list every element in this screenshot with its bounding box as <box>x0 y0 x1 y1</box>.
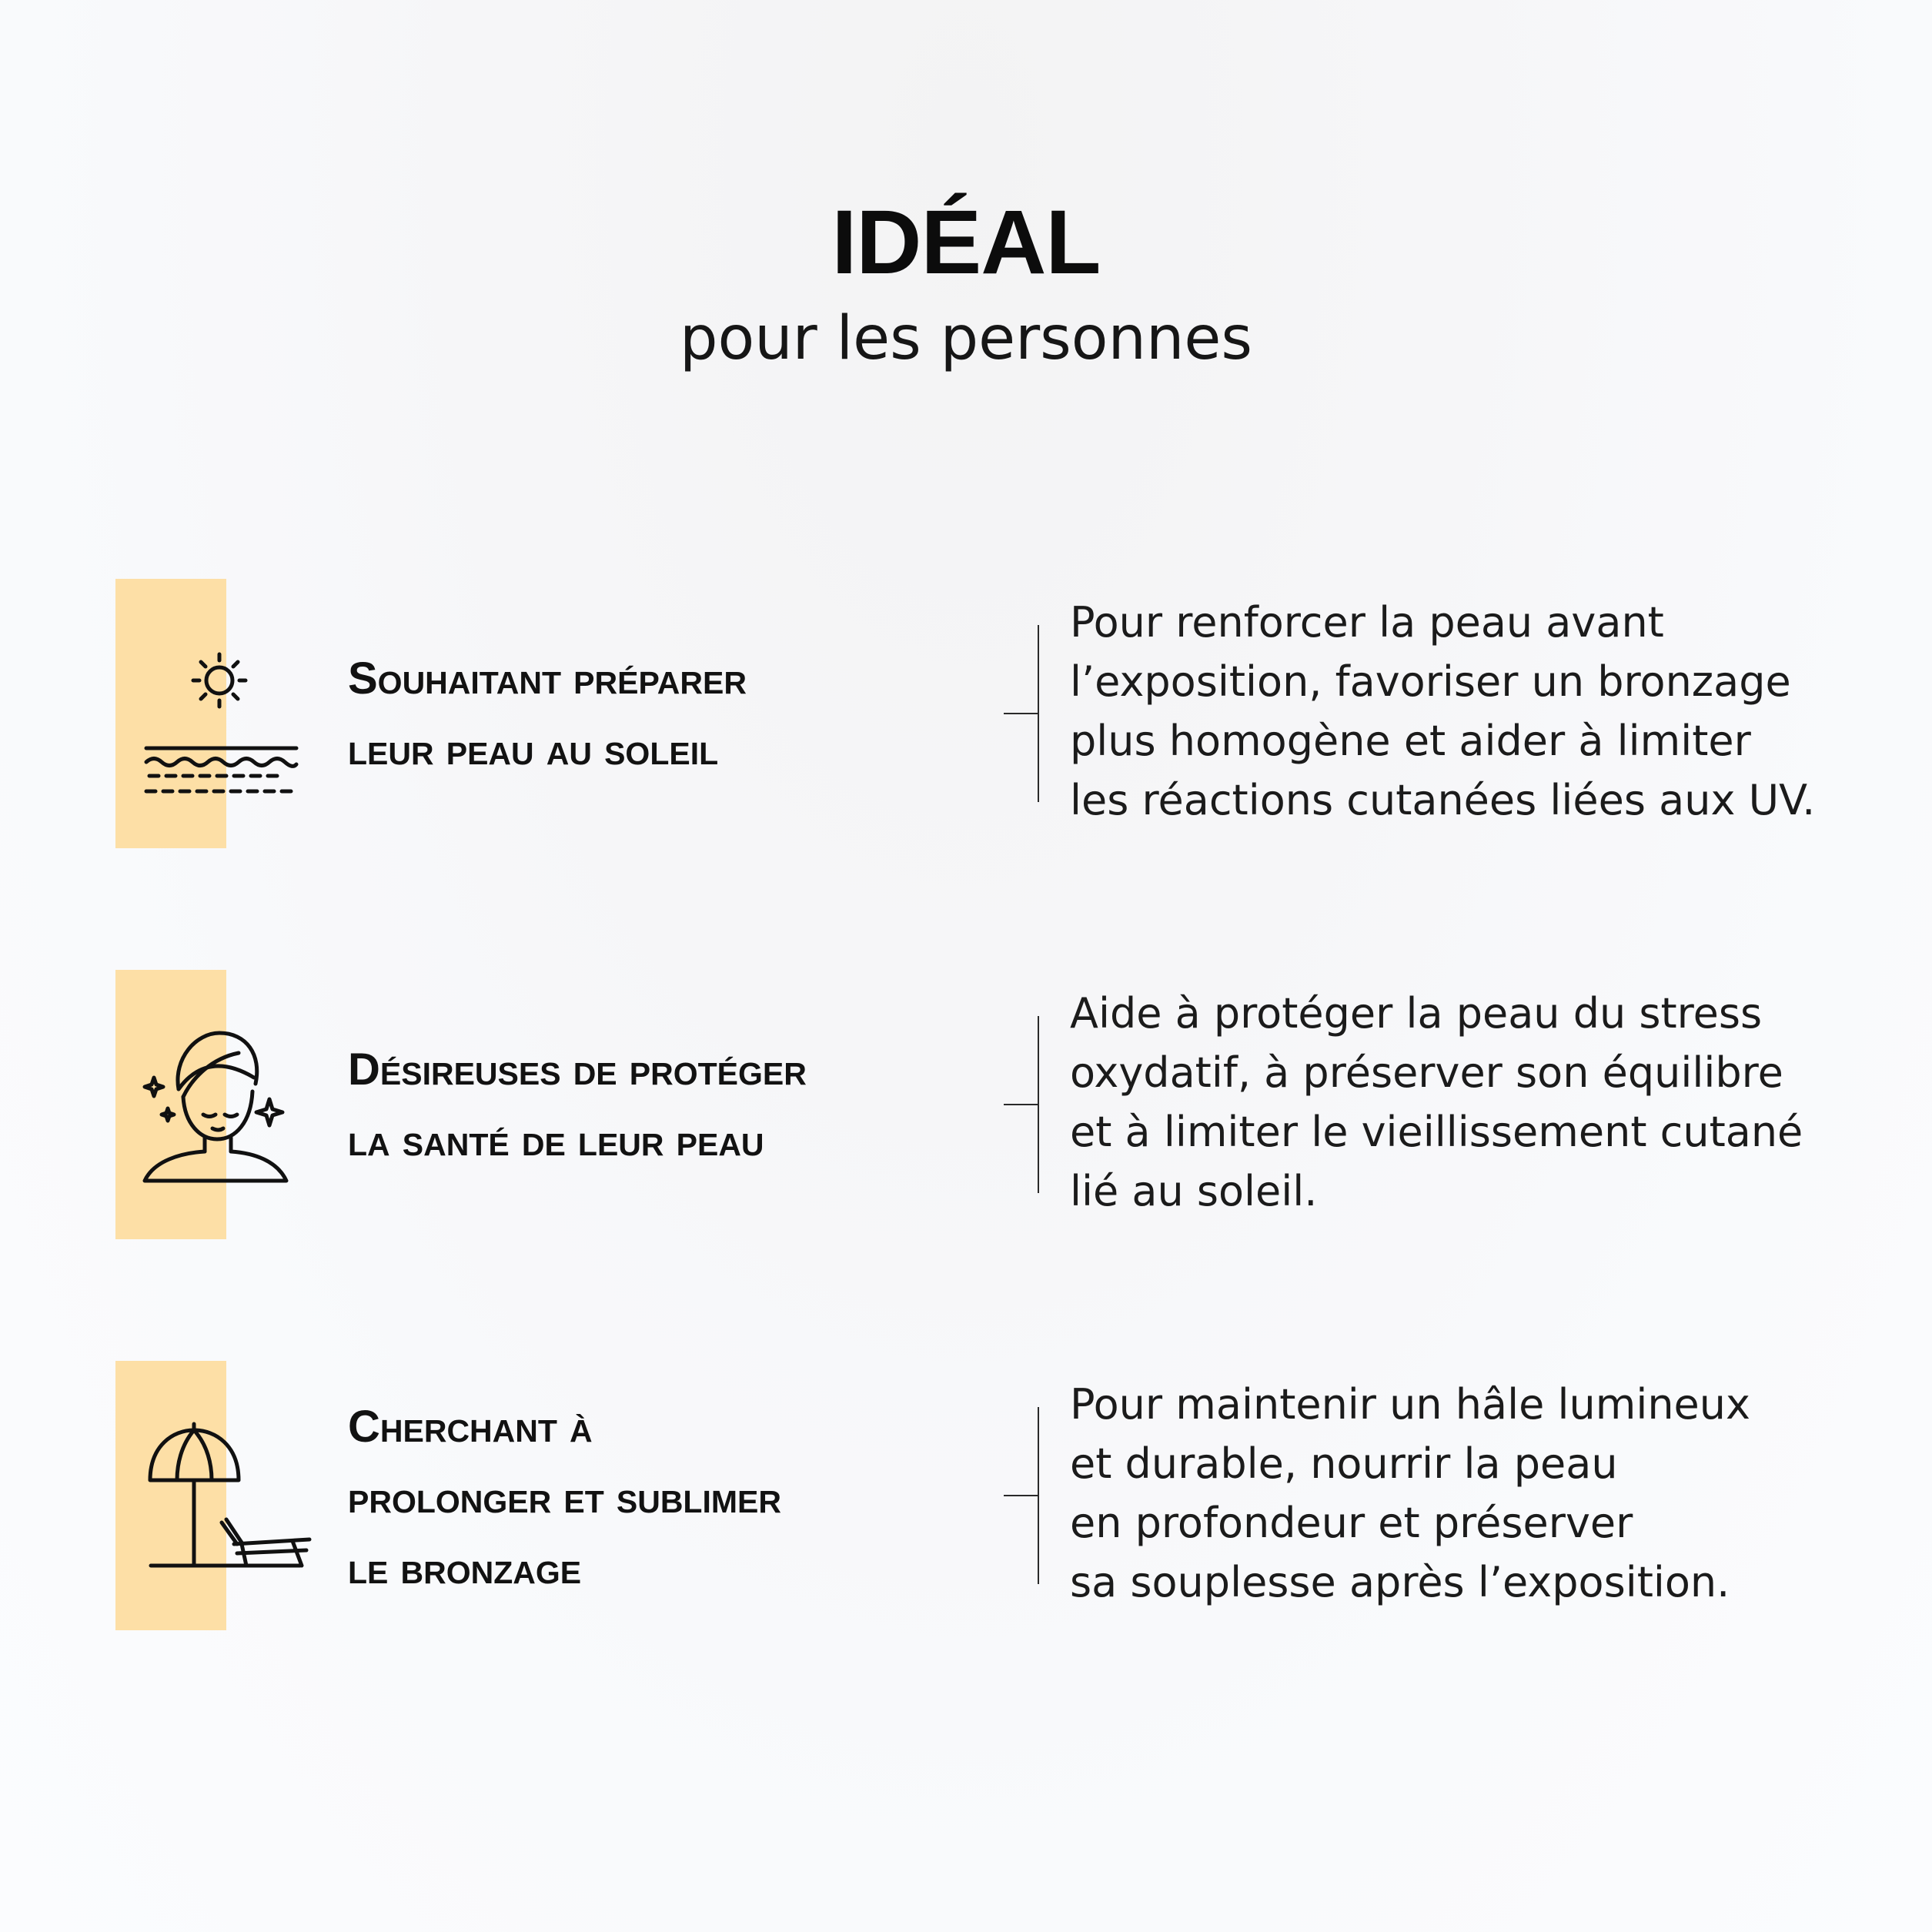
heading-line: Souhaitant préparer <box>348 653 747 704</box>
benefit-row-1 <box>0 579 1932 848</box>
sun-over-sea-icon <box>139 633 316 794</box>
benefit-description <box>1070 1375 1917 1612</box>
heading-line: le bronzage <box>348 1543 582 1593</box>
woman-towel-sparkles-icon <box>139 1024 316 1185</box>
benefit-heading <box>348 1392 994 1604</box>
heading-line: Cherchant à <box>348 1402 593 1452</box>
benefit-heading <box>348 1035 994 1176</box>
description-line: et durable, nourrir la peau <box>1070 1439 1618 1488</box>
benefit-row-3 <box>0 1361 1932 1630</box>
benefit-description <box>1070 593 1917 830</box>
description-line: oxydatif, à préserver son équilibre <box>1070 1048 1783 1097</box>
benefit-description <box>1070 984 1917 1221</box>
divider-tick <box>1004 713 1039 714</box>
description-line: Aide à protéger la peau du stress <box>1070 989 1763 1038</box>
benefit-row-2 <box>0 970 1932 1239</box>
description-line: Pour renforcer la peau avant <box>1070 598 1664 647</box>
benefit-heading <box>348 643 994 785</box>
heading-line: prolonger et sublimer <box>348 1472 781 1523</box>
beach-umbrella-lounger-icon <box>139 1415 316 1576</box>
description-line: en profondeur et préserver <box>1070 1499 1633 1547</box>
heading-line: Désireuses de protéger <box>348 1045 807 1095</box>
description-line: les réactions cutanées liées aux UV. <box>1070 776 1816 824</box>
description-line: et à limiter le vieillissement cutané <box>1070 1108 1803 1156</box>
heading-line: leur peau au soleil <box>348 724 719 774</box>
description-line: sa souplesse après l’exposition. <box>1070 1558 1730 1606</box>
description-line: l’exposition, favoriser un bronzage <box>1070 657 1791 706</box>
divider-tick <box>1004 1104 1039 1105</box>
description-line: plus homogène et aider à limiter <box>1070 717 1751 765</box>
divider-tick <box>1004 1495 1039 1496</box>
description-line: lié au soleil. <box>1070 1167 1318 1215</box>
page-subtitle: pour les personnes <box>679 304 1253 373</box>
page-title: IDÉAL <box>831 192 1101 293</box>
description-line: Pour maintenir un hâle lumineux <box>1070 1380 1750 1429</box>
heading-line: la santé de leur peau <box>348 1115 764 1165</box>
page-header <box>0 185 1932 377</box>
